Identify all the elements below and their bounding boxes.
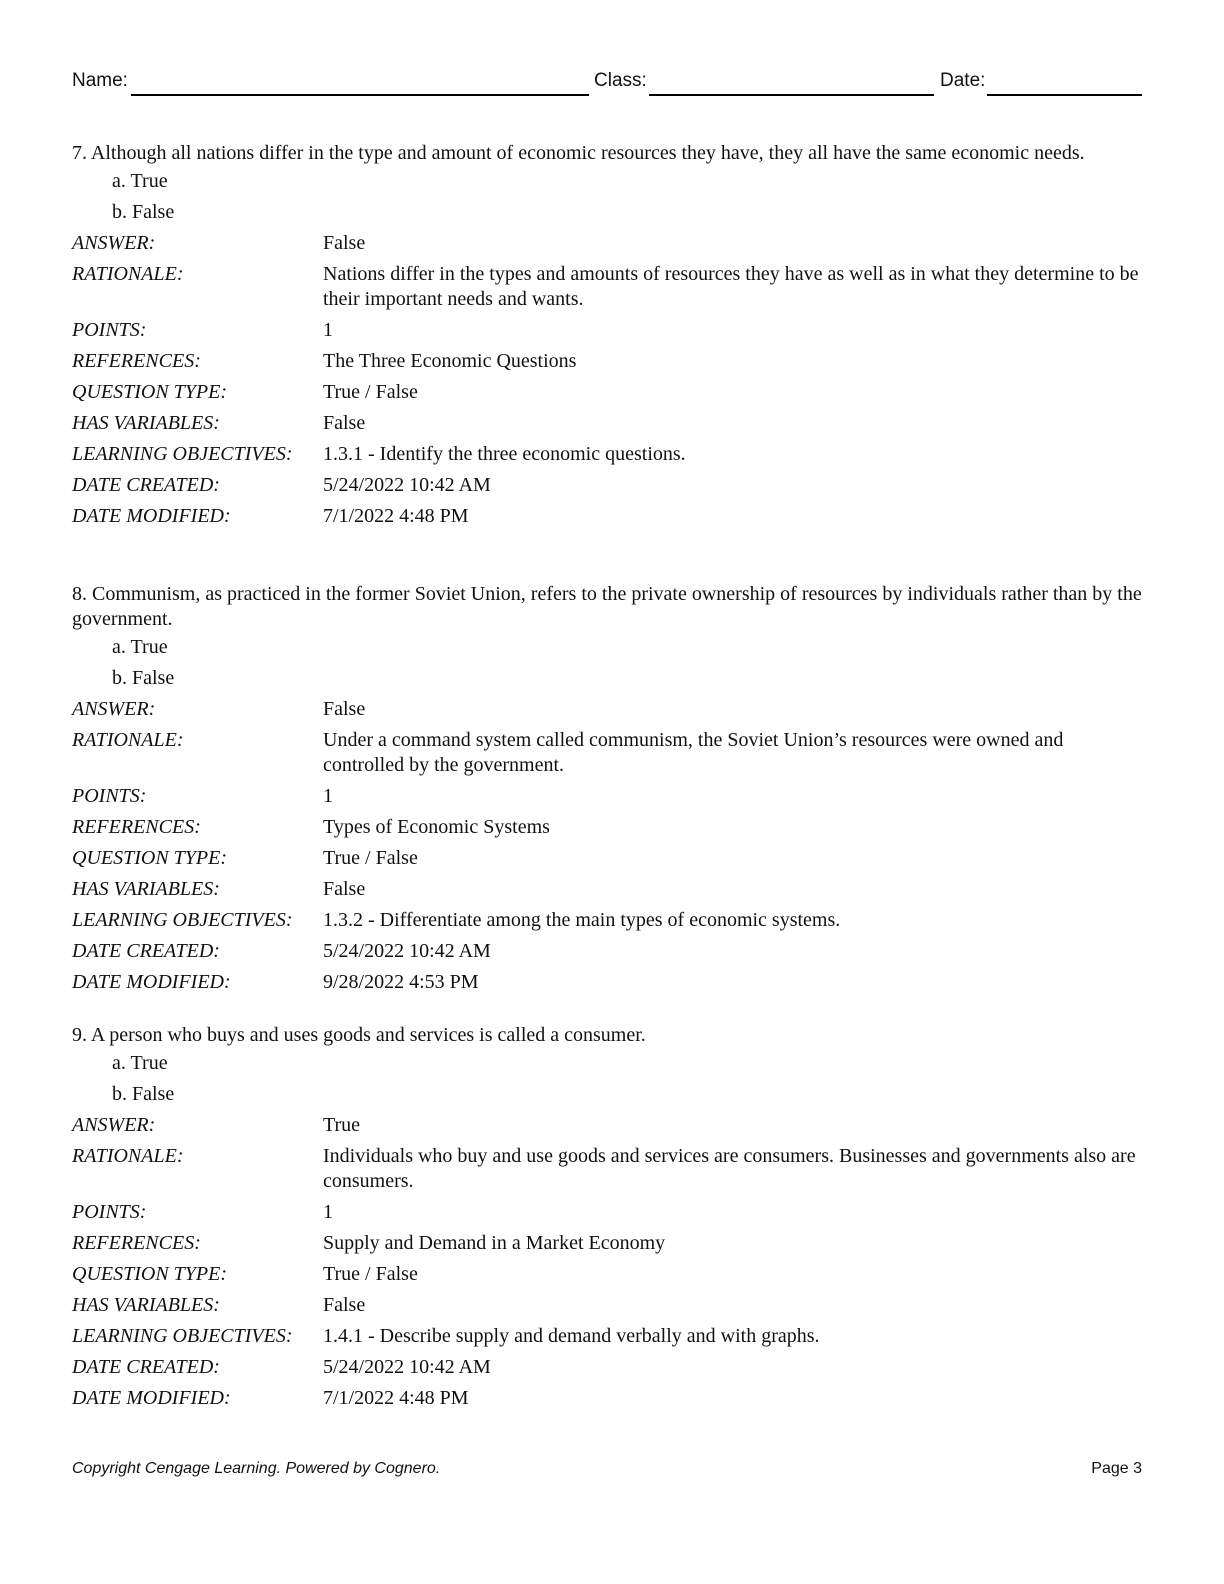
learning-objectives-label: LEARNING OBJECTIVES: (72, 443, 293, 465)
date-modified-value: 9/28/2022 4:53 PM (323, 971, 479, 993)
date-field-line (987, 94, 1142, 96)
question-type-label: QUESTION TYPE: (72, 847, 228, 869)
page-header (72, 70, 1142, 98)
learning-objectives-value: 1.3.2 - Differentiate among the main types of economic systems. (323, 909, 841, 931)
rationale-value: Individuals who buy and use goods and services are consumers. Businesses and governments also are consumers. (323, 1145, 1136, 1192)
learning-objectives-value: 1.3.1 - Identify the three economic questions. (323, 443, 686, 465)
rationale-value: Nations differ in the types and amounts of resources they have as well as in what they determine to be their important needs and wants. (323, 263, 1139, 310)
date-created-label: DATE CREATED: (72, 474, 220, 496)
class-label: Class: (594, 70, 647, 91)
date-label: Date: (940, 70, 986, 91)
points-value: 1 (323, 319, 333, 341)
answer-label: ANSWER: (72, 698, 156, 720)
learning-objectives-value: 1.4.1 - Describe supply and demand verbally and with graphs. (323, 1325, 820, 1347)
references-value: The Three Economic Questions (323, 350, 577, 372)
rationale-row (72, 1141, 1142, 1197)
date-modified-row (72, 501, 1142, 532)
date-modified-value: 7/1/2022 4:48 PM (323, 1387, 469, 1409)
question-block (72, 582, 1142, 998)
learning-objectives-row (72, 1321, 1142, 1352)
has-variables-value: False (323, 412, 366, 434)
copyright-text: Copyright Cengage Learning. Powered by Cognero. (72, 1460, 441, 1477)
answer-row (72, 228, 1142, 259)
rationale-label: RATIONALE: (72, 263, 184, 285)
references-row (72, 1228, 1142, 1259)
answer-row (72, 1110, 1142, 1141)
option-true: a. True (112, 636, 168, 658)
has-variables-label: HAS VARIABLES: (72, 412, 220, 434)
has-variables-label: HAS VARIABLES: (72, 878, 220, 900)
rationale-label: RATIONALE: (72, 1145, 184, 1167)
question-stem: 9. A person who buys and uses goods and services is called a consumer. (72, 1024, 646, 1046)
references-value: Types of Economic Systems (323, 816, 550, 838)
references-label: REFERENCES: (72, 1232, 201, 1254)
references-row (72, 346, 1142, 377)
answer-row (72, 694, 1142, 725)
learning-objectives-row (72, 905, 1142, 936)
question-type-value: True / False (323, 381, 418, 403)
page-number: Page 3 (1091, 1460, 1142, 1477)
has-variables-label: HAS VARIABLES: (72, 1294, 220, 1316)
answer-value: True (323, 1114, 361, 1136)
points-row (72, 781, 1142, 812)
question-stem: 7. Although all nations differ in the type and amount of economic resources they have, they all have the same economic needs. (72, 142, 1085, 164)
option-true: a. True (112, 1052, 168, 1074)
date-created-value: 5/24/2022 10:42 AM (323, 1356, 491, 1378)
date-created-row (72, 936, 1142, 967)
date-created-label: DATE CREATED: (72, 1356, 220, 1378)
date-created-value: 5/24/2022 10:42 AM (323, 940, 491, 962)
option-false: b. False (112, 201, 175, 223)
question-block (72, 1023, 1142, 1414)
rationale-label: RATIONALE: (72, 729, 184, 751)
points-row (72, 315, 1142, 346)
question-type-label: QUESTION TYPE: (72, 1263, 228, 1285)
question-type-value: True / False (323, 847, 418, 869)
class-field-line (649, 94, 934, 96)
references-label: REFERENCES: (72, 816, 201, 838)
has-variables-row (72, 874, 1142, 905)
answer-value: False (323, 232, 366, 254)
references-label: REFERENCES: (72, 350, 201, 372)
rationale-row (72, 725, 1142, 781)
question-type-value: True / False (323, 1263, 418, 1285)
date-created-row (72, 1352, 1142, 1383)
rationale-row (72, 259, 1142, 315)
date-modified-row (72, 1383, 1142, 1414)
date-modified-label: DATE MODIFIED: (72, 1387, 231, 1409)
answer-label: ANSWER: (72, 1114, 156, 1136)
answer-value: False (323, 698, 366, 720)
date-modified-label: DATE MODIFIED: (72, 971, 231, 993)
references-value: Supply and Demand in a Market Economy (323, 1232, 666, 1254)
option-true: a. True (112, 170, 168, 192)
points-label: POINTS: (72, 1201, 147, 1223)
question-type-row (72, 843, 1142, 874)
learning-objectives-row (72, 439, 1142, 470)
option-false: b. False (112, 1083, 175, 1105)
name-label: Name: (72, 70, 128, 91)
learning-objectives-label: LEARNING OBJECTIVES: (72, 1325, 293, 1347)
question-stem: 8. Communism, as practiced in the former Soviet Union, refers to the private ownership of resources by individuals rather than by the government. (72, 583, 1142, 630)
has-variables-row (72, 1290, 1142, 1321)
points-label: POINTS: (72, 319, 147, 341)
date-modified-value: 7/1/2022 4:48 PM (323, 505, 469, 527)
date-created-row (72, 470, 1142, 501)
has-variables-row (72, 408, 1142, 439)
learning-objectives-label: LEARNING OBJECTIVES: (72, 909, 293, 931)
has-variables-value: False (323, 1294, 366, 1316)
option-false: b. False (112, 667, 175, 689)
answer-label: ANSWER: (72, 232, 156, 254)
points-value: 1 (323, 1201, 333, 1223)
question-type-row (72, 1259, 1142, 1290)
has-variables-value: False (323, 878, 366, 900)
rationale-value: Under a command system called communism, the Soviet Union’s resources were owned and controlled by the government. (323, 729, 1064, 776)
date-modified-row (72, 967, 1142, 998)
question-type-row (72, 377, 1142, 408)
references-row (72, 812, 1142, 843)
date-created-label: DATE CREATED: (72, 940, 220, 962)
points-label: POINTS: (72, 785, 147, 807)
question-block (72, 141, 1142, 532)
date-modified-label: DATE MODIFIED: (72, 505, 231, 527)
name-field-line (131, 94, 589, 96)
question-type-label: QUESTION TYPE: (72, 381, 228, 403)
date-created-value: 5/24/2022 10:42 AM (323, 474, 491, 496)
points-row (72, 1197, 1142, 1228)
points-value: 1 (323, 785, 333, 807)
